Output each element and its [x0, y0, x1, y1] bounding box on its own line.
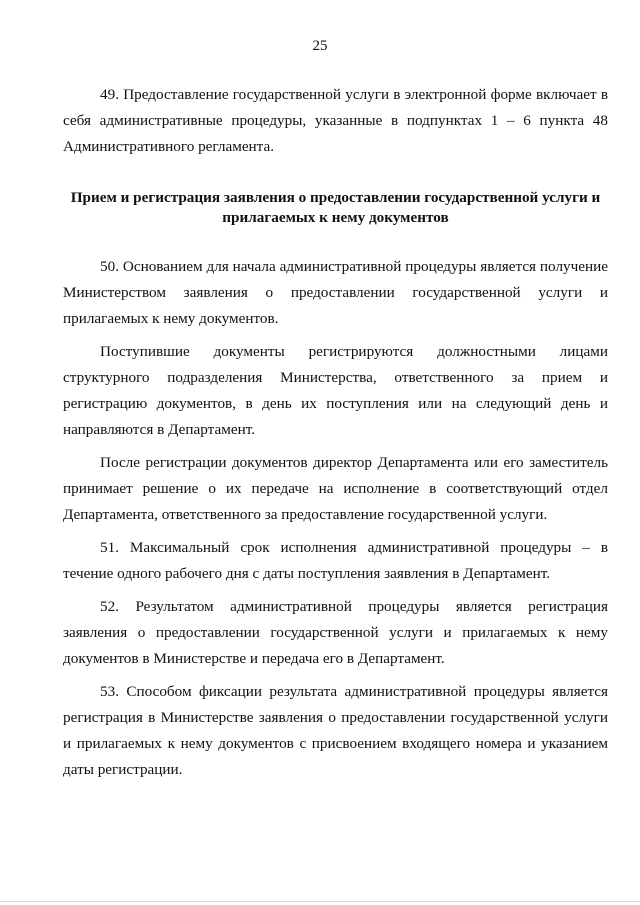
section-heading: Прием и регистрация заявления о предоставлении государственной услуги и прилагаемых к нему документов — [70, 189, 601, 226]
paragraph-50: 50. Основанием для начала административной процедуры является получение Министерством заявления о предоставлении государственной услуги и прилагаемых к нему документов. — [63, 258, 608, 327]
paragraph-director-decision: После регистрации документов директор Департамента или его заместитель принимает решение о их передаче на исполнение в соответствующий отдел Департамента, ответственного за предоставление государственной услуги. — [63, 454, 608, 523]
paragraph-51: 51. Максимальный срок исполнения административной процедуры – в течение одного рабочего дня с даты поступления заявления в Департамент. — [63, 539, 608, 582]
document-body — [63, 82, 608, 790]
paragraph-52: 52. Результатом административной процедуры является регистрация заявления о предоставлении государственной услуги и прилагаемых к нему документов в Министерстве и передача его в Департамент. — [63, 598, 608, 667]
paragraph-documents-registration: Поступившие документы регистрируются должностными лицами структурного подразделения Министерства, ответственного за прием и регистрацию документов, в день их поступления или на следующий день и направляются в Департамент. — [63, 343, 608, 438]
scan-edge-divider — [0, 901, 640, 902]
page-number: 25 — [312, 38, 328, 54]
paragraph-49: 49. Предоставление государственной услуги в электронной форме включает в себя административные процедуры, указанные в подпунктах 1 – 6 пункта 48 Административного регламента. — [63, 86, 608, 155]
paragraph-53: 53. Способом фиксации результата административной процедуры является регистрация в Министерстве заявления о предоставлении государственной услуги и прилагаемых к нему документов с присвоением входящего номера и указанием даты регистрации. — [63, 683, 608, 778]
